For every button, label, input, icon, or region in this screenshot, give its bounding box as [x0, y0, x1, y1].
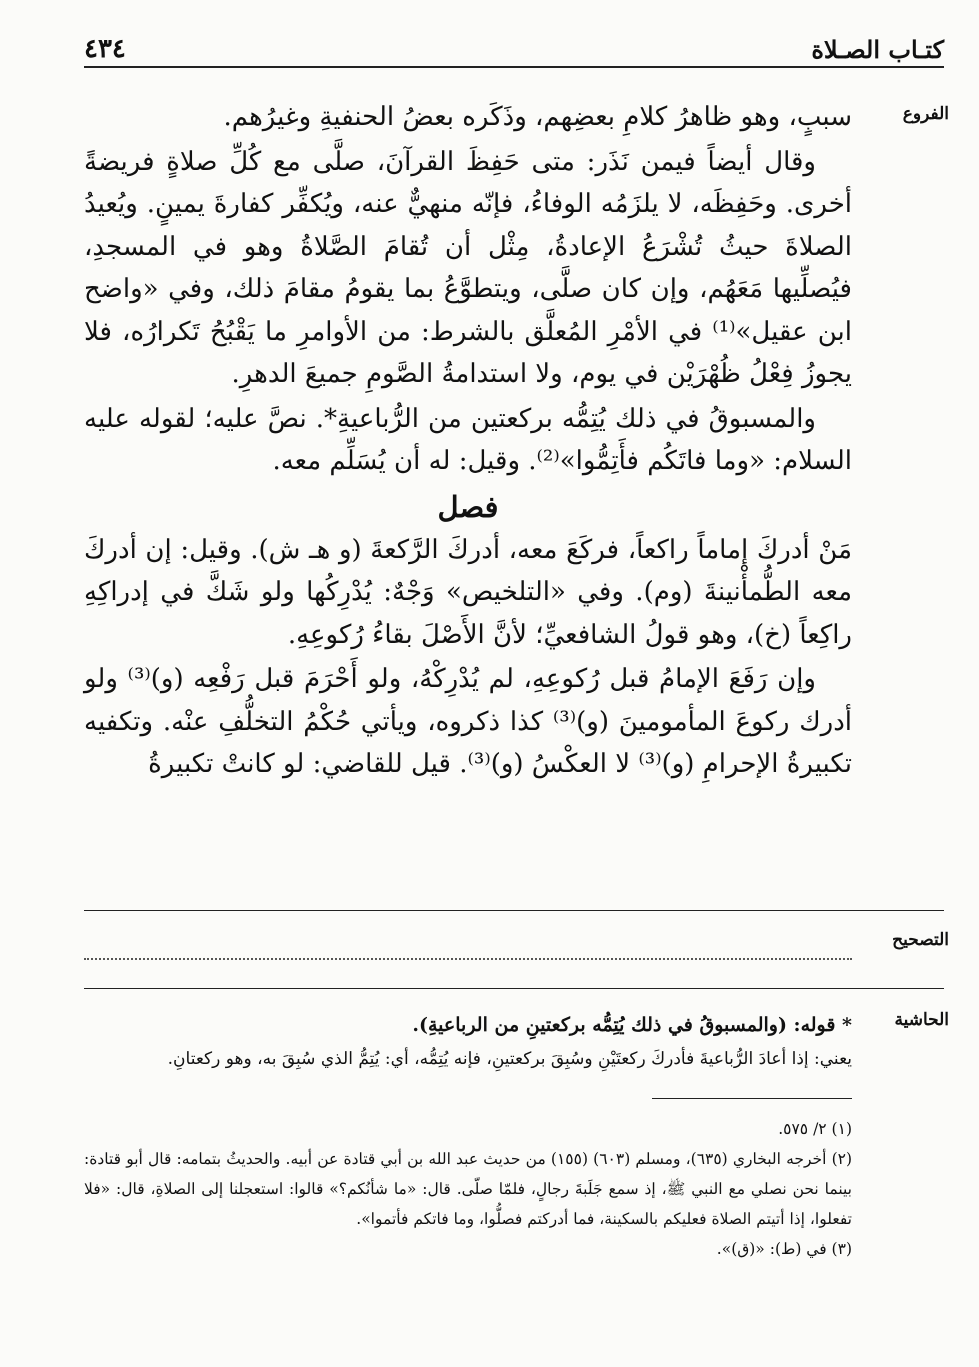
hashiya-top-rule: [84, 988, 944, 989]
hashiya-explanation: يعني: إذا أعادَ الرُّباعيةَ فأدركَ ركعتَيْنِ وسُبِقَ بركعتينِ، فإنه يُتِمُّه، أي: يُتِمُّ الذي سُبِقَ به، وهو ركعتانِ.: [167, 1049, 852, 1069]
hashiya-quote: * قوله: (والمسبوقُ في ذلك يُتِمُّه بركعتينِ من الرباعيةِ).: [412, 1014, 852, 1036]
main-bottom-rule: [84, 910, 944, 911]
footnote: (٢) أخرجه البخاري (٦٣٥)، ومسلم (٦٠٣) (١٥٥) من حديث عبد الله بن أبي قتادة عن أبيه. والحديثُ بتمامه: قال أبو قتادة: بينما نحن نصلي مع النبي ﷺ، إذ سمع جَلَبةَ رجالٍ، فلمّا صلّى. قال: «ما شأنُكم؟» قالوا: استعجلنا إلى الصلاةِ، قال: «فلا تفعلوا، إذا أتيتم الصلاة فعليكم بالسكينة، فما أدركتم فصلُّوا، وما فاتكم فأتموا».: [84, 1150, 853, 1228]
page-number: ٤٣٤: [84, 34, 126, 64]
main-paragraph: وإن رَفَعَ الإمامُ قبل رُكوعِهِ، لم يُدْرِكْهُ، ولو أَحْرَمَ قبل رَفْعِه (و)⁽³⁾ ولو أدرك ركوعَ المأمومينَ (و)⁽³⁾ كذا ذكروه، ويأتي حُكْمُ التخلُّفِ عنْه. وتكفيه تكبيرةُ الإحرامِ (و)⁽³⁾ لا العكْسُ (و)⁽³⁾. قيل للقاضي: لو كانتْ تكبيرةُ: [84, 664, 852, 779]
label-tashih: التصحيح: [892, 930, 949, 950]
label-hashiya: الحاشية: [894, 1010, 949, 1030]
main-paragraph: مَنْ أدركَ إماماً راكعاً، فركَعَ معه، أدركَ الرَّكعةَ (و هـ ش). وقيل: إن أدركَ معه الطُّمأْنينةَ (وم). وفي «التلخيص» وَجْهٌ: يُدْرِكُها ولو شَكَّ في إدراكِهِ راكِعاً (خ)، وهو قولُ الشافعيِّ؛ لأنَّ الأَصْلَ بقاءُ رُكوعِهِ.: [84, 534, 852, 650]
tashih-dotted-line: [84, 958, 852, 960]
main-paragraph: وقال أيضاً فيمن نَذَر: متى حَفِظَ القرآنَ، صلَّى مع كُلِّ صلاةٍ فريضةً أخرى. وحَفِظَه، لا يلزَمُه الوفاءُ، فإنّه منهيٌّ عنه، ويُكفِّر كفارةَ يمينٍ. ويُعيدُ الصلاةَ حيثُ تُشْرَعُ الإعادةُ، مِثْل أن تُقامَ الصَّلاةُ وهو في المسجدِ، فيُصلِّيها مَعَهُم، وإن كان صلَّى، ويتطوَّعُ بما يقومُ مقامَ ذلك، وفي «واضح ابن عقيل»⁽¹⁾ في الأمْرِ المُعلَّق بالشرط: من الأوامرِ ما يَقْبُحُ تَكرارُه، فلا يجوزُ فِعْلُ ظُهْرَيْن في يوم، ولا استدامةُ الصَّومِ جميعَ الدهرِ.: [84, 146, 852, 389]
main-paragraph: والمسبوقُ في ذلك يُتِمُّه بركعتين من الرُّباعيةِ*. نصَّ عليه؛ لقوله عليه السلام: «وما فاتَكُم فأَتِمُّوا»⁽²⁾. وقيل: له أن يُسَلِّم معه.: [84, 403, 852, 476]
footnote: (٣) في (ط): «(ق)».: [716, 1240, 852, 1258]
label-furu: الفروع: [902, 104, 949, 124]
section-heading: فصل: [437, 489, 499, 524]
footnotes: [84, 1114, 852, 1264]
hashiya-block: [84, 1008, 852, 1076]
main-text: [84, 96, 852, 788]
header-rule: [84, 66, 944, 68]
book-title: كتـاب الصـلاة: [811, 35, 944, 64]
footnote-separator: [652, 1098, 852, 1099]
page-header: [84, 22, 944, 64]
main-paragraph: سببٍ، وهو ظاهرُ كلامِ بعضِهم، وذَكَره بعضُ الحنفيةِ وغيرُهم.: [223, 102, 852, 132]
footnote: (١) ٢/ ٥٧٥.: [778, 1120, 852, 1138]
